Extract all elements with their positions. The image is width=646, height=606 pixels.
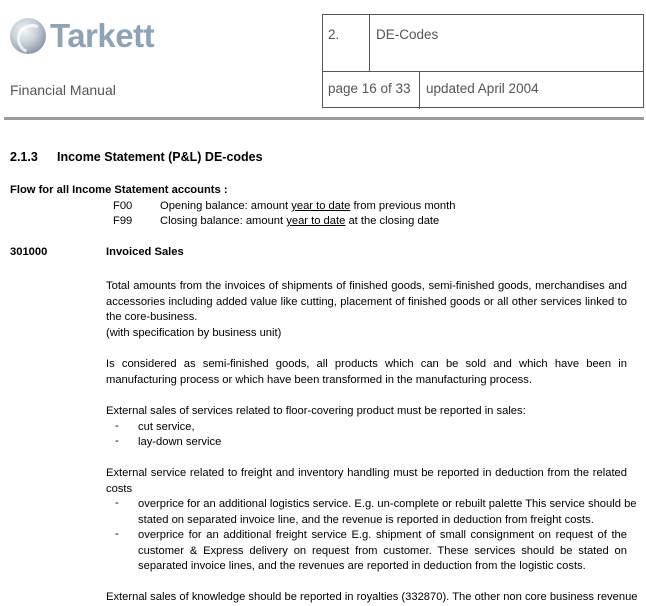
flow-code-f99: F99 [113, 215, 133, 227]
section-heading-title: Income Statement (P&L) DE-codes [57, 150, 263, 164]
section-number: 2. [328, 27, 340, 42]
flow-label: Flow for all Income Statement accounts : [10, 184, 228, 196]
paragraph-services: External sales of services related to floor-covering product must be reported in sales: [106, 405, 526, 417]
updated-date: updated April 2004 [426, 81, 539, 96]
tarkett-logo-icon [10, 18, 46, 54]
section-heading [10, 150, 263, 164]
account-code: 301000 [10, 246, 48, 258]
header-divider [4, 117, 644, 120]
account-title: Invoiced Sales [106, 246, 184, 258]
list-item-lay-down: lay-down service [138, 436, 222, 448]
flow-code-f00: F00 [113, 200, 133, 212]
header-info-box [322, 14, 644, 108]
paragraph-knowledge: External sales of knowledge should be reported in royalties (332870). The other non core business revenue [106, 591, 638, 603]
section-heading-number: 2.1.3 [10, 150, 38, 164]
flow-desc-f00: Opening balance: amount year to date from previous month [160, 200, 456, 212]
page-info: page 16 of 33 [328, 81, 411, 96]
tarkett-logo [10, 14, 154, 58]
paragraph-freight: External service related to freight and inventory handling must be reported in deduction from the related costs [106, 467, 627, 495]
list-item-freight-service: overprice for an additional freight service E.g. shipment of small consignment on request of the customer & Express delivery on request from customer. These services should be stated on separated invoice lines, and the revenues are reported in deduction from the logistic costs. [138, 529, 627, 572]
list-item-logistics: overprice for an additional logistics service. E.g. un-complete or rebuilt palette This service should be stated on separated invoice line, and the revenue is reported in deduction from freight costs. [138, 498, 637, 526]
paragraph-invoices: Total amounts from the invoices of shipments of finished goods, semi-finished goods, merchandises and accessories including added value like cutting, placement of finished goods or all other services linked to the core-business. (with specification by business unit) [106, 280, 627, 339]
logo-text: Tarkett [50, 17, 155, 54]
manual-title: Financial Manual [10, 82, 116, 98]
paragraph-semi-finished: Is considered as semi-finished goods, all products which can be sold and which have been in manufacturing process or which have been transformed in the manufacturing process. [106, 358, 627, 386]
flow-desc-f99: Closing balance: amount year to date at the closing date [160, 215, 440, 227]
list-item-cut-service: cut service, [138, 421, 195, 433]
section-name: DE-Codes [376, 27, 439, 42]
